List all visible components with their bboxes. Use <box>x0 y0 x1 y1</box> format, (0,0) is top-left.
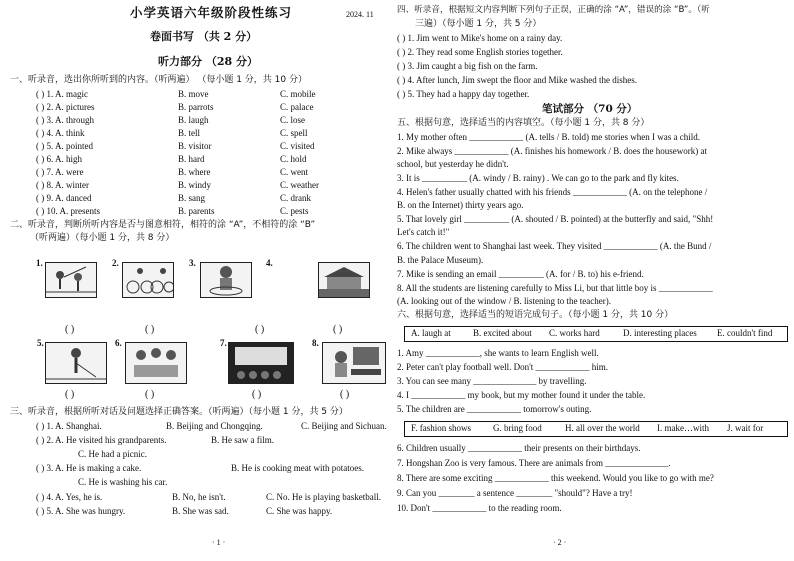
option-b: B. laugh <box>178 115 209 125</box>
question-line: 7. Mike is sending an email __________ (A. for / B. to) his e-friend. <box>397 269 644 279</box>
option-c: C. went <box>280 167 308 177</box>
page-number: · 2 · <box>553 538 567 547</box>
item-question: ( ) 8. A. winter <box>36 180 89 190</box>
list-item: ( ) 5. They had a happy day together. <box>397 89 530 99</box>
phrase-option: G. bring food <box>493 423 542 433</box>
list-item: ( ) 1. Jim went to Mike's home on a rainy day. <box>397 33 563 43</box>
question-line: school, but yesterday he didn't. <box>397 159 509 169</box>
list-item <box>36 102 386 114</box>
option-b: B. visitor <box>178 141 212 151</box>
option-c: C. No. He is playing basketball. <box>266 492 381 502</box>
answer-bracket[interactable]: ( ) <box>65 324 75 335</box>
phrase-option: D. interesting places <box>623 328 697 338</box>
question-line: 5. The children are ____________ tomorrow's outing. <box>397 404 592 414</box>
fishing-illustration <box>46 263 96 297</box>
list-item <box>36 89 386 101</box>
section-1-heading: 一、听录音，选出你所听到的内容。（听两遍） （每小题 1 分，共 10 分） <box>10 75 307 85</box>
option-b: B. He saw a film. <box>211 435 274 445</box>
section-3-heading: 三、听录音，根据所听对话及问题选择正确答案。（听两遍）（每小题 1 分，共 5 分） <box>10 407 348 417</box>
list-item <box>36 154 386 166</box>
question-line: 1. My mother often ____________ (A. tells / B. told) me stories when I was a child. <box>397 132 700 142</box>
list-item <box>36 128 386 140</box>
phrase-option: J. wait for <box>727 423 764 433</box>
question-line: 8. All the students are listening carefully to Miss Li, but that little boy is ____________ <box>397 283 713 293</box>
question-line: Let's catch it!" <box>397 227 450 237</box>
exam-title: 小学英语六年级阶段性练习 <box>130 5 293 20</box>
cooking-illustration <box>201 263 251 297</box>
question-line: 1. Amy ____________, she wants to learn English well. <box>397 348 599 358</box>
item-question: ( ) 2. A. pictures <box>36 102 95 112</box>
section-5-heading: 五、根据句意，选择适当的内容填空。（每小题 1 分，共 8 分） <box>397 118 650 128</box>
option-b: B. parrots <box>178 102 214 112</box>
question-line: 7. Hongshan Zoo is very famous. There are animals from ______________. <box>397 458 671 468</box>
option-c: C. hold <box>280 154 307 164</box>
option-c: C. pests <box>280 206 309 216</box>
option-b: B. Beijing and Chongqing. <box>166 421 263 431</box>
list-item <box>36 492 386 504</box>
question-line: 6. Children usually ____________ their presents on their birthdays. <box>397 443 641 453</box>
item-question: ( ) 6. A. high <box>36 154 82 164</box>
question-line: B. on the Internet) thirty years ago. <box>397 200 524 210</box>
party-picture <box>125 342 187 384</box>
option-c: C. Beijing and Sichuan. <box>301 421 387 431</box>
list-item: ( ) 4. After lunch, Jim swept the floor and Mike washed the dishes. <box>397 75 637 85</box>
list-item <box>36 463 386 475</box>
option-b: B. sang <box>178 193 205 203</box>
section-2-subheading: （听两遍）（每小题 1 分，共 8 分） <box>30 233 175 243</box>
list-item <box>36 180 386 192</box>
option-b: B. hard <box>178 154 205 164</box>
option-b: B. She was sad. <box>172 506 229 516</box>
right-page <box>397 0 794 561</box>
option-c: C. spell <box>280 128 308 138</box>
option-b: B. move <box>178 89 209 99</box>
bicycle-illustration <box>123 263 173 297</box>
fishing-picture <box>45 262 97 298</box>
question-line: 2. Peter can't play football well. Don't ____________ him. <box>397 362 608 372</box>
computer-picture <box>322 342 386 384</box>
phrase-option: B. excited about <box>473 328 532 338</box>
listening-heading: 听力部分 （28 分） <box>158 55 258 68</box>
list-item <box>36 167 386 179</box>
exam-date: 2024. 11 <box>346 10 374 19</box>
answer-bracket[interactable]: ( ) <box>340 389 350 400</box>
section-6-heading: 六、根据句意，选择适当的短语完成句子。（每小题 1 分，共 10 分） <box>397 310 674 320</box>
item-question: ( ) 5. A. She was hungry. <box>36 506 126 516</box>
page-number: · 1 · <box>212 538 226 547</box>
option-b: B. where <box>178 167 211 177</box>
picture-number: 7. <box>220 338 227 348</box>
phrase-option: A. laugh at <box>411 328 451 338</box>
sweeping-illustration <box>46 343 106 383</box>
option-c: C. palace <box>280 102 314 112</box>
question-line: 5. That lovely girl __________ (A. shouted / B. pointed) at the butterfly and said, "Shh! <box>397 214 714 224</box>
cinema-picture <box>228 342 294 384</box>
phrase-box-2 <box>404 421 788 437</box>
question-line: 4. I ____________ my book, but my mother found it under the table. <box>397 390 646 400</box>
question-line: 4. Helen's father usually chatted with his friends ____________ (A. on the telephone / <box>397 187 708 197</box>
list-item <box>36 141 386 153</box>
option-c: C. lose <box>280 115 306 125</box>
picture-number: 1. <box>36 258 43 268</box>
item-question: ( ) 3. A. He is making a cake. <box>36 463 142 473</box>
question-line: 6. The children went to Shanghai last week. They visited ____________ (A. the Bund / <box>397 241 712 251</box>
item-question: ( ) 2. A. He visited his grandparents. <box>36 435 167 445</box>
item-question: ( ) 9. A. danced <box>36 193 92 203</box>
item-question: ( ) 7. A. were <box>36 167 84 177</box>
section-4-subheading: 三遍）（每小题 1 分，共 5 分） <box>415 19 542 29</box>
question-line: 10. Don't ____________ to the reading room. <box>397 503 562 513</box>
list-item: ( ) 3. Jim caught a big fish on the farm. <box>397 61 538 71</box>
question-line: 9. Can you ________ a sentence ________ "should"? Have a try! <box>397 488 633 498</box>
option-b: B. parents <box>178 206 215 216</box>
item-question: ( ) 4. A. Yes, he is. <box>36 492 103 502</box>
list-item <box>36 506 386 518</box>
handwriting-heading: 卷面书写 （共 2 分） <box>150 30 258 43</box>
list-item: ( ) 2. They read some English stories together. <box>397 47 563 57</box>
section-4-heading: 四、听录音，根据短文内容判断下列句子正误，正确的涂 “A”，错误的涂 “B”。（听 <box>397 5 710 15</box>
computer-illustration <box>323 343 385 383</box>
option-b: B. tell <box>178 128 200 138</box>
list-item <box>36 115 386 127</box>
bicycles-picture <box>122 262 174 298</box>
item-question: ( ) 4. A. think <box>36 128 85 138</box>
question-line: (A. looking out of the window / B. listening to the teacher). <box>397 296 611 306</box>
list-item <box>36 435 386 447</box>
list-item <box>36 449 386 461</box>
phrase-option: E. couldn't find <box>717 328 773 338</box>
question-line: B. the Palace Museum). <box>397 255 484 265</box>
picture-number: 4. <box>266 258 273 268</box>
item-question: ( ) 1. A. Shanghai. <box>36 421 102 431</box>
option-c: C. She was happy. <box>266 506 333 516</box>
option-c: C. He is washing his car. <box>78 477 168 487</box>
cooking-picture <box>200 262 252 298</box>
phrase-box-1 <box>404 326 788 342</box>
option-c: C. visited <box>280 141 315 151</box>
list-item <box>36 421 386 433</box>
item-question: ( ) 3. A. through <box>36 115 94 125</box>
phrase-option: F. fashion shows <box>411 423 472 433</box>
question-line: 2. Mike always ____________ (A. finishes his homework / B. does the housework) at <box>397 146 707 156</box>
section-2-heading: 二、听录音，判断所听内容是否与图意相符，相符的涂 “A”，不相符的涂 “B” <box>10 220 316 230</box>
item-question: ( ) 10. A. presents <box>36 206 100 216</box>
picture-number: 3. <box>189 258 196 268</box>
phrase-option: C. works hard <box>549 328 600 338</box>
palace-illustration <box>319 263 369 297</box>
item-question: ( ) 1. A. magic <box>36 89 88 99</box>
item-question: ( ) 5. A. pointed <box>36 141 93 151</box>
answer-bracket[interactable]: ( ) <box>255 324 265 335</box>
option-b: B. windy <box>178 180 212 190</box>
list-item <box>36 206 386 218</box>
picture-number: 8. <box>312 338 319 348</box>
question-line: 3. It is __________ (A. windy / B. rainy) . We can go to the park and fly kites. <box>397 173 679 183</box>
option-c: C. mobile <box>280 89 316 99</box>
picture-number: 6. <box>115 338 122 348</box>
question-line: 3. You can see many ______________ by travelling. <box>397 376 587 386</box>
option-b: B. No, he isn't. <box>172 492 226 502</box>
answer-bracket[interactable]: ( ) <box>145 389 155 400</box>
answer-bracket[interactable]: ( ) <box>145 324 155 335</box>
cinema-illustration <box>229 343 293 383</box>
option-c: C. weather <box>280 180 319 190</box>
answer-bracket[interactable]: ( ) <box>333 324 343 335</box>
phrase-option: I. make…with <box>657 423 709 433</box>
phrase-option: H. all over the world <box>565 423 640 433</box>
option-c: C. drank <box>280 193 311 203</box>
party-illustration <box>126 343 186 383</box>
question-line: 8. There are some exciting ____________ this weekend. Would you like to go with me? <box>397 473 714 483</box>
palace-picture <box>318 262 370 298</box>
list-item <box>36 193 386 205</box>
answer-bracket[interactable]: ( ) <box>252 389 262 400</box>
answer-bracket[interactable]: ( ) <box>65 389 75 400</box>
sweeping-picture <box>45 342 107 384</box>
option-b: B. He is cooking meat with potatoes. <box>231 463 364 473</box>
picture-number: 2. <box>112 258 119 268</box>
picture-number: 5. <box>37 338 44 348</box>
written-heading: 笔试部分 （70 分） <box>542 103 638 115</box>
list-item <box>36 477 386 489</box>
option-c: C. He had a picnic. <box>78 449 147 459</box>
